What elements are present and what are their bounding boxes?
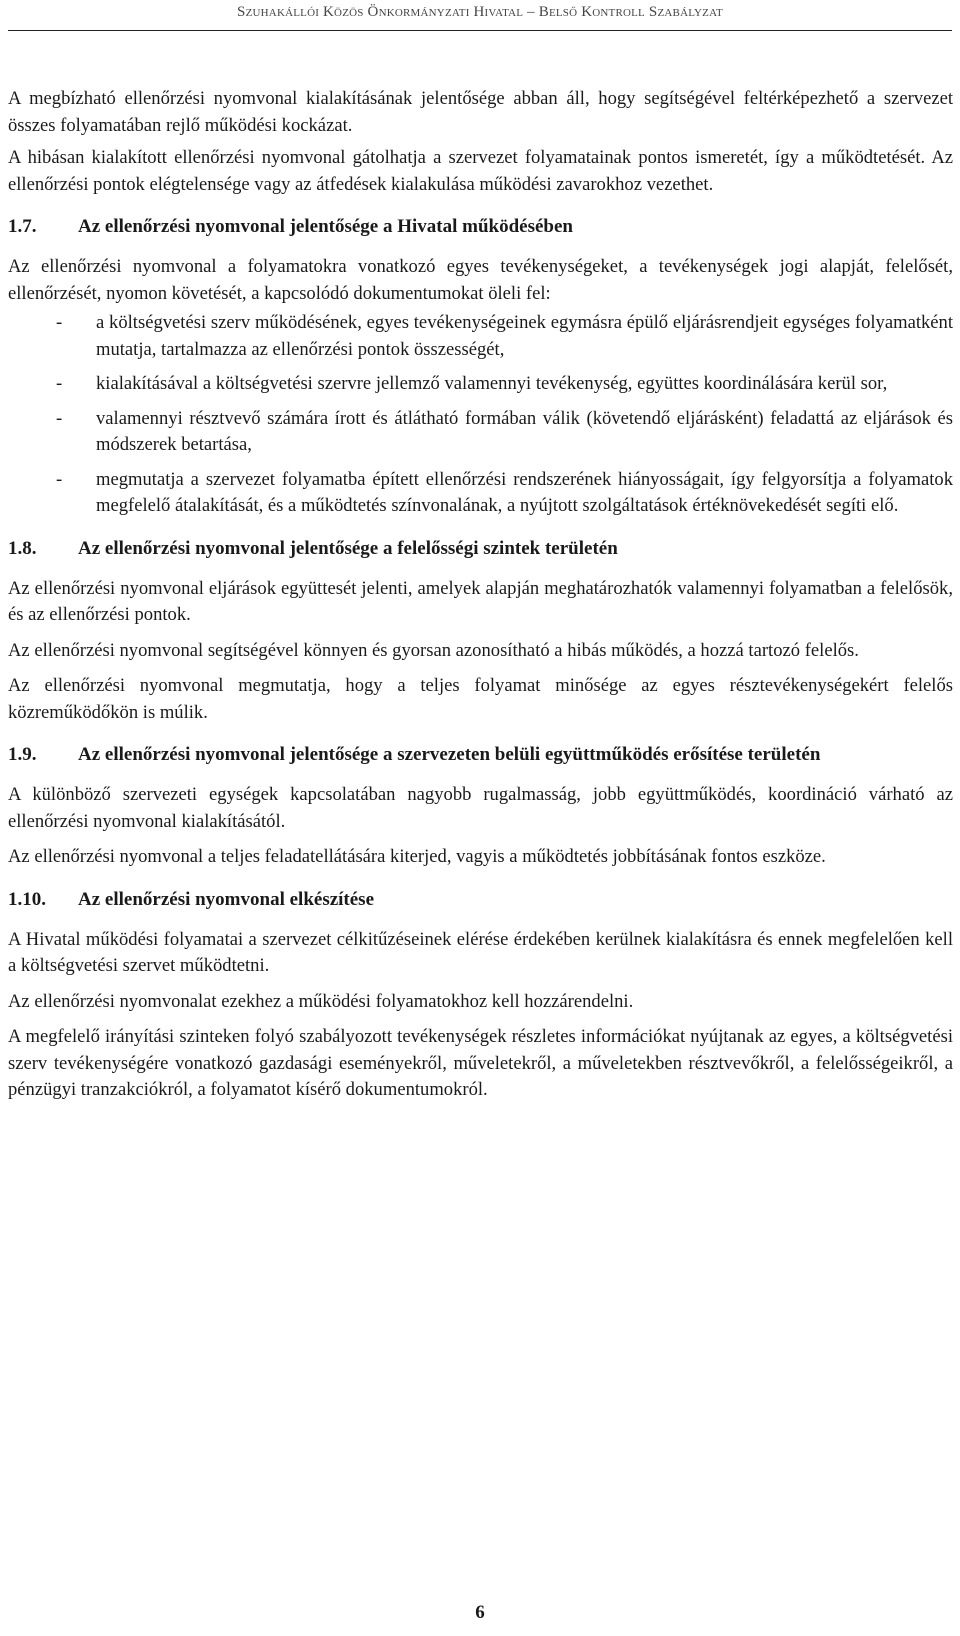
section-heading-1-10 [8,887,953,913]
header-rule [8,30,952,31]
intro-paragraph: A megbízható ellenőrzési nyomvonal kialakításának jelentősége abban áll, hogy segítségével feltérképezhető a szervezet összes folyamatában rejlő működési kockázat. [8,88,953,136]
section-number: 1.10. [8,888,46,910]
body-paragraph: Az ellenőrzési nyomvonal segítségével könnyen és gyorsan azonosítható a hibás működés, a hozzá tartozó felelős. [8,639,859,661]
section-number: 1.9. [8,744,37,765]
list-item [8,406,953,459]
body-paragraph: Az ellenőrzési nyomvonal a folyamatokra vonatkozó egyes tevékenységeket, a tevékenységek jogi alapját, felelősét, ellenőrzését, nyomon követését, a kapcsolódó dokumentumokat öleli fel: [8,256,953,304]
body-paragraph: Az ellenőrzési nyomvonal a teljes feladatellátására kiterjed, vagyis a működtetés jobbításának fontos eszköze. [8,846,826,867]
page-number: 6 [475,1602,485,1623]
section-title: Az ellenőrzési nyomvonal jelentősége a szervezeten belüli együttműködés erősítése területén [78,744,821,765]
list-marker: - [56,312,63,333]
list-item-text: a költségvetési szerv működésének, egyes tevékenységeinek egymásra épülő eljárásrendjeit egységes folyamatként mutatja, tartalmazza az ellenőrzési pontok összességét, [96,312,953,360]
list-item-text: valamennyi résztvevő számára írott és átlátható formában válik (követendő eljárásként) feladattá az eljárások és módszerek betartása, [96,407,953,455]
list-marker: - [56,407,63,429]
body-paragraph: A megfelelő irányítási szinteken folyó szabályozott tevékenységek részletes információkat nyújtanak az egyes, a költségvetési szerv tevékenységére vonatkozó gazdasági eseményekről, műveletekről, a műveletekben résztvevőkről, a felelősségeikről, a pénzügyi tranzakciókról, a folyamatot kísérő dokumentumokról. [8,1026,953,1100]
body-paragraph: A különböző szervezeti egységek kapcsolatában nagyobb rugalmasság, jobb együttműködés, koordináció várható az ellenőrzési nyomvonal kialakításától. [8,784,953,832]
list-marker: - [56,468,63,490]
body-paragraph: A Hivatal működési folyamatai a szervezet célkitűzéseinek elérése érdekében kerülnek kialakításra és ennek megfelelően kell a költségvetési szervet működtetni. [8,928,953,976]
body-paragraph: Az ellenőrzési nyomvonalat ezekhez a működési folyamatokhoz kell hozzárendelni. [8,990,634,1012]
section-number: 1.7. [8,216,37,237]
running-header: Szuhakállói Közös Önkormányzati Hivatal – Belső Kontroll Szabályzat [237,4,723,20]
list-item-text: kialakításával a költségvetési szervre jellemző valamennyi tevékenység, együttes koordinálására kerül sor, [96,373,888,394]
intro-paragraph: A hibásan kialakított ellenőrzési nyomvonal gátolhatja a szervezet folyamatainak pontos ismeretét, így a működtetését. Az ellenőrzési pontok elégtelensége vagy az átfedések kialakulása működési zavarokhoz vezethet. [8,147,953,195]
list-item [8,467,953,520]
section-heading-1-7 [8,214,953,240]
section-heading-1-8 [8,536,953,562]
section-heading-1-9 [8,742,953,768]
section-title: Az ellenőrzési nyomvonal jelentősége a Hivatal működésében [78,216,574,237]
section-number: 1.8. [8,537,37,559]
list-item-text: megmutatja a szervezet folyamatba épített ellenőrzési rendszerének hiányosságait, így felgyorsítja a folyamatok megfelelő átalakítását, és a működtetés színvonalának, a nyújtott szolgáltatások értéknövekedését segíti elő. [96,468,953,516]
list-item [8,310,953,363]
list-marker: - [56,373,63,394]
list-item [8,371,953,398]
section-title: Az ellenőrzési nyomvonal elkészítése [78,888,375,910]
dash-list [8,310,953,520]
section-title: Az ellenőrzési nyomvonal jelentősége a felelősségi szintek területén [78,537,618,559]
page-content [8,86,953,1104]
body-paragraph: Az ellenőrzési nyomvonal eljárások együttesét jelenti, amelyek alapján meghatározhatók valamennyi folyamatban a felelősök, és az ellenőrzési pontok. [8,577,953,625]
body-paragraph: Az ellenőrzési nyomvonal megmutatja, hogy a teljes folyamat minősége az egyes résztevékenységekért felelős közreműködőkön is múlik. [8,675,953,723]
